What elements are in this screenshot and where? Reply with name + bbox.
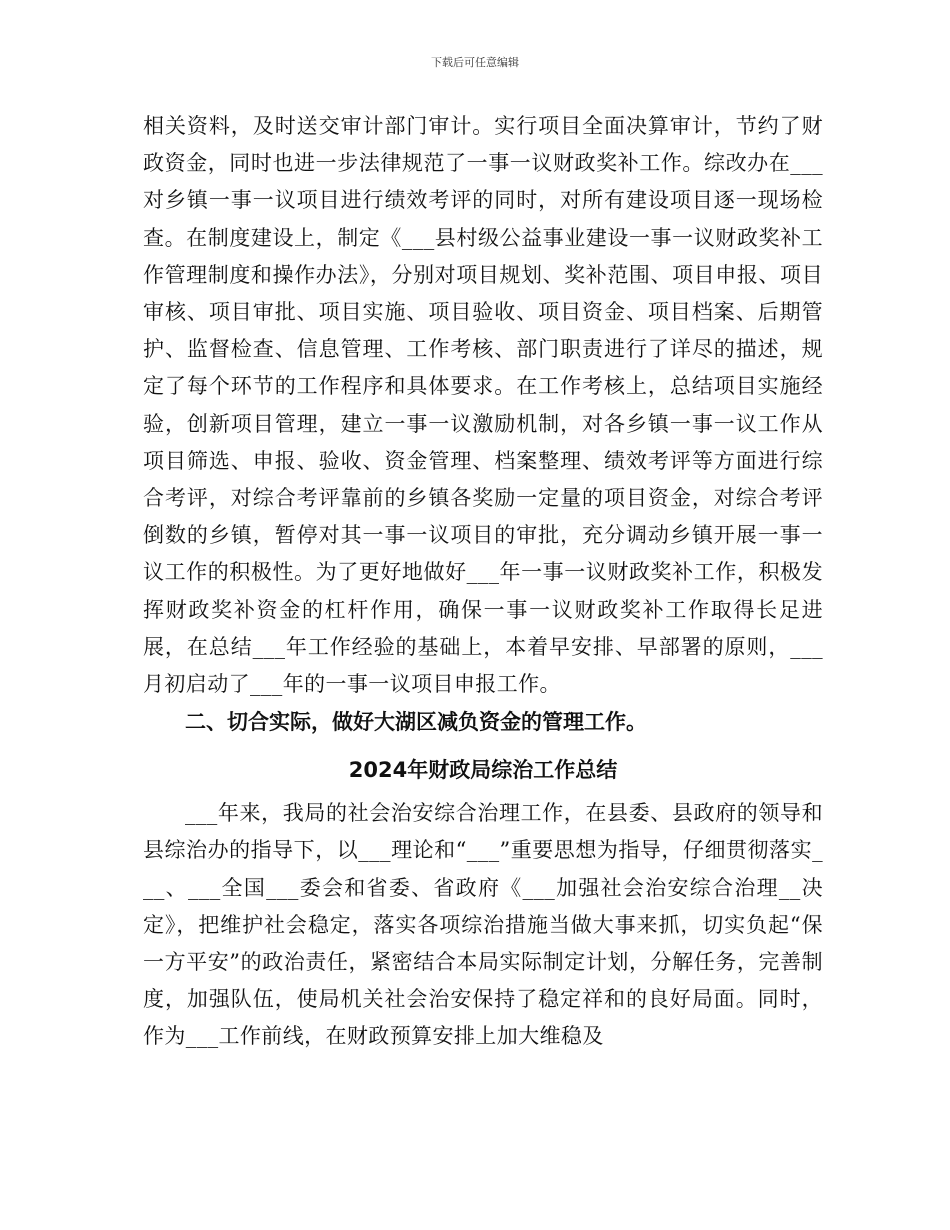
- document-title: 2024年财政局综治工作总结: [348, 758, 618, 783]
- body-paragraph-1: 相关资料，及时送交审计部门审计。实行项目全面决算审计，节约了财政资金，同时也进一步法律规范了一事一议财政奖补工作。综改办在___对乡镇一事一议项目进行绩效考评的同时，对所有建设项目逐一现场检查。在制度建设上，制定《___县村级公益事业建设一事一议财政奖补工作管理制度和操作办法》，分别对项目规划、奖补范围、项目申报、项目审核、项目审批、项目实施、项目验收、项目资金、项目档案、后期管护、监督检查、信息管理、工作考核、部门职责进行了详尽的描述，规定了每个环节的工作程序和具体要求。在工作考核上，总结项目实施经验，创新项目管理，建立一事一议激励机制，对各乡镇一事一议工作从项目筛选、申报、验收、资金管理、档案整理、绩效考评等方面进行综合考评，对综合考评靠前的乡镇各奖励一定量的项目资金，对综合考评倒数的乡镇，暂停对其一事一议项目的审批，充分调动乡镇开展一事一议工作的积极性。为了更好地做好___年一事一议财政奖补工作，积极发挥财政奖补资金的杠杆作用，确保一事一议财政奖补工作取得长足进展，在总结___年工作经验的基础上，本着早安排、早部署的原则，___月初启动了___年的一事一议项目申报工作。: [143, 114, 823, 697]
- page-header-note: 下载后可任意编辑: [431, 56, 519, 69]
- body-paragraph-2: ___年来，我局的社会治安综合治理工作，在县委、县政府的领导和县综治办的指导下，以___理论和“___”重要思想为指导，仔细贯彻落实___、___全国___委会和省委、省政府《___加强社会治安综合治理__决定》，把维护社会稳定，落实各项综治措施当做大事来抓，切实负起“保一方平安”的政治责任，紧密结合本局实际制定计划，分解任务，完善制度，加强队伍，使局机关社会治安保持了稳定祥和的良好局面。同时，作为___工作前线，在财政预算安排上加大维稳及: [143, 801, 823, 1049]
- section-heading: 二、切合实际，做好大湖区减负资金的管理工作。: [185, 710, 647, 735]
- document-body: [143, 108, 823, 1056]
